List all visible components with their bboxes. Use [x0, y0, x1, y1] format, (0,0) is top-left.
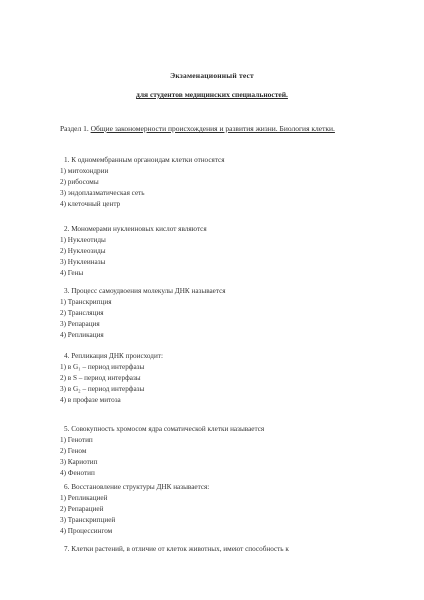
answer-option: 4) Гены: [60, 269, 84, 277]
answer-option: 4) в профазе митоза: [60, 396, 121, 404]
question-7: [60, 544, 380, 555]
answer-option: 3) Кариотип: [60, 458, 98, 466]
question-stem: 6. Восстановление структуры ДНК называется:: [64, 483, 210, 491]
question-1: [60, 155, 380, 210]
answer-option: 1) Транскрипция: [60, 298, 112, 306]
question-stem: 1. К одномембранным органоидам клетки относятся: [64, 156, 225, 164]
question-stem: 7. Клетки растений, в отличие от клеток животных, имеют способность к: [64, 545, 289, 553]
question-6: [60, 482, 380, 537]
answer-option: 2) Трансляция: [60, 309, 104, 317]
question-stem: 4. Репликация ДНК происходит:: [64, 352, 163, 360]
document-subtitle: для студентов медицинских специальностей.: [136, 90, 288, 99]
answer-option: 2) в S – период интерфазы: [60, 374, 141, 382]
answer-option: 1) Репликацией: [60, 494, 108, 502]
document-title: Экзаменационный тест: [170, 71, 254, 80]
answer-option: 1) в G₁ – период интерфазы: [60, 363, 145, 371]
question-4: [60, 351, 380, 406]
answer-option: 3) Транскрипцией: [60, 516, 116, 524]
answer-option: 4) Репликация: [60, 331, 104, 339]
section-label: Раздел 1.: [60, 124, 89, 133]
answer-option: 2) Репарацией: [60, 505, 104, 513]
answer-option: 3) Нуклеиназы: [60, 258, 106, 266]
question-5: [60, 424, 380, 479]
question-stem: 2. Мономерами нуклеиновых кислот являются: [64, 225, 207, 233]
answer-option: 2) рибосомы: [60, 178, 99, 186]
answer-option: 2) Нуклеозиды: [60, 247, 106, 255]
question-3: [60, 286, 380, 341]
section-heading: [60, 123, 390, 135]
answer-option: 3) эндоплазматическая сеть: [60, 189, 145, 197]
answer-option: 3) Репарация: [60, 320, 100, 328]
section-text: Общие закономерности происхождения и развития жизни. Биология клетки.: [90, 124, 335, 133]
question-2: [60, 224, 380, 279]
answer-option: 1) Генотип: [60, 436, 93, 444]
answer-option: 2) Геном: [60, 447, 87, 455]
answer-option: 4) клеточный центр: [60, 200, 121, 208]
answer-option: 3) в G₂ – период интерфазы: [60, 385, 145, 393]
answer-option: 1) Нуклеотиды: [60, 236, 106, 244]
answer-option: 4) Процессингом: [60, 527, 113, 535]
answer-option: 1) митохондрии: [60, 167, 109, 175]
question-stem: 3. Процесс самоудвоения молекулы ДНК называется: [64, 287, 226, 295]
question-stem: 5. Совокупность хромосом ядра соматической клетки называется: [64, 425, 265, 433]
answer-option: 4) Фенотип: [60, 469, 95, 477]
